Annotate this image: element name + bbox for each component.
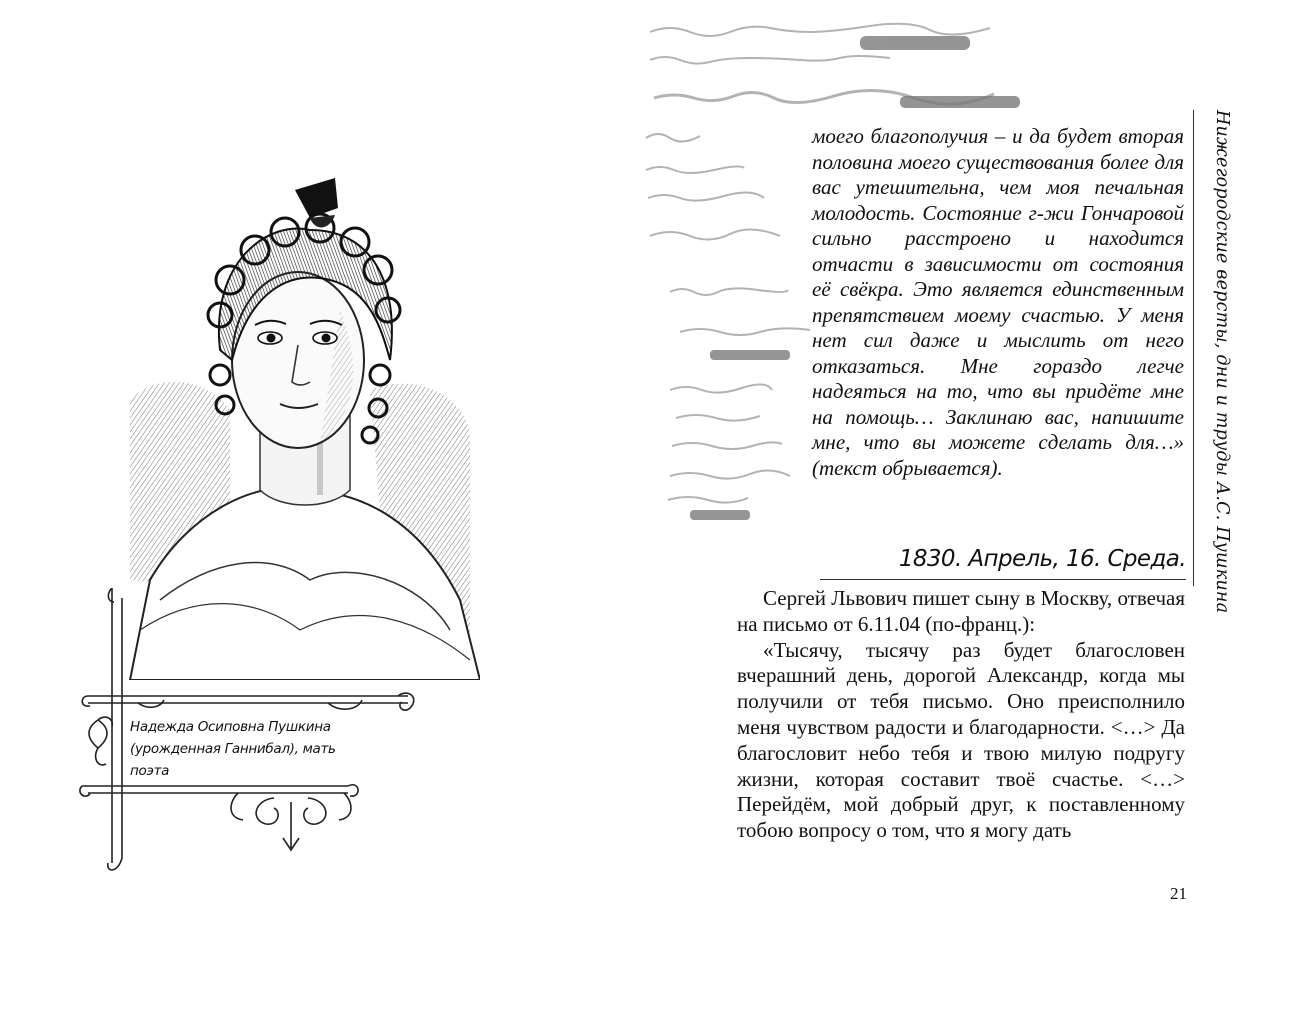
italic-paragraph: моего благополучия – и да будет вторая половина моего существования более для вас утешительна, чем моя печальная молодость. Состояние г-жи Гончаровой сильно расстроено и находится отчасти в зависимости от состояния её свёкра. Это является единственным препятствием моему счастью. У меня нет сил даже и мыслить от него отказаться. Мне гораздо легче надеяться на то, что вы придёте мне на помощь… Заклинаю вас, напишите мне, что вы можете сделать для…» (текст обрывается). bbox=[812, 124, 1184, 480]
running-header: Нижегородские версты, дни и труды А.С. Пушкина bbox=[1212, 110, 1232, 614]
italic-letter-passage bbox=[812, 124, 1184, 481]
body-paragraph-1: Сергей Львович пишет сыну в Москву, отвечая на письмо от 6.11.04 (по-франц.): bbox=[737, 586, 1185, 636]
body-text bbox=[737, 586, 1185, 844]
running-header-rule bbox=[1193, 110, 1194, 586]
body-paragraph-2: «Тысячу, тысячу раз будет благословен вчерашний день, дорогой Александр, когда мы получили от тебя письмо. Оно преисполнило меня чувством радости и благодарности. <…> Да благословит небо тебя и твою милую подругу жизни, которая составит твоё счастье. <…> Перейдём, мой добрый друг, к поставленному тобою вопросу о том, что я могу дать bbox=[737, 637, 1185, 843]
date-underline bbox=[820, 579, 1186, 580]
caption-line-2: (урожденная Ганнибал), мать поэта bbox=[130, 741, 336, 779]
date-heading: 1830. Апрель, 16. Среда. bbox=[898, 546, 1186, 572]
portrait-caption bbox=[130, 716, 360, 782]
page-number: 21 bbox=[1170, 884, 1187, 903]
caption-line-1: Надежда Осиповна Пушкина bbox=[130, 719, 331, 735]
